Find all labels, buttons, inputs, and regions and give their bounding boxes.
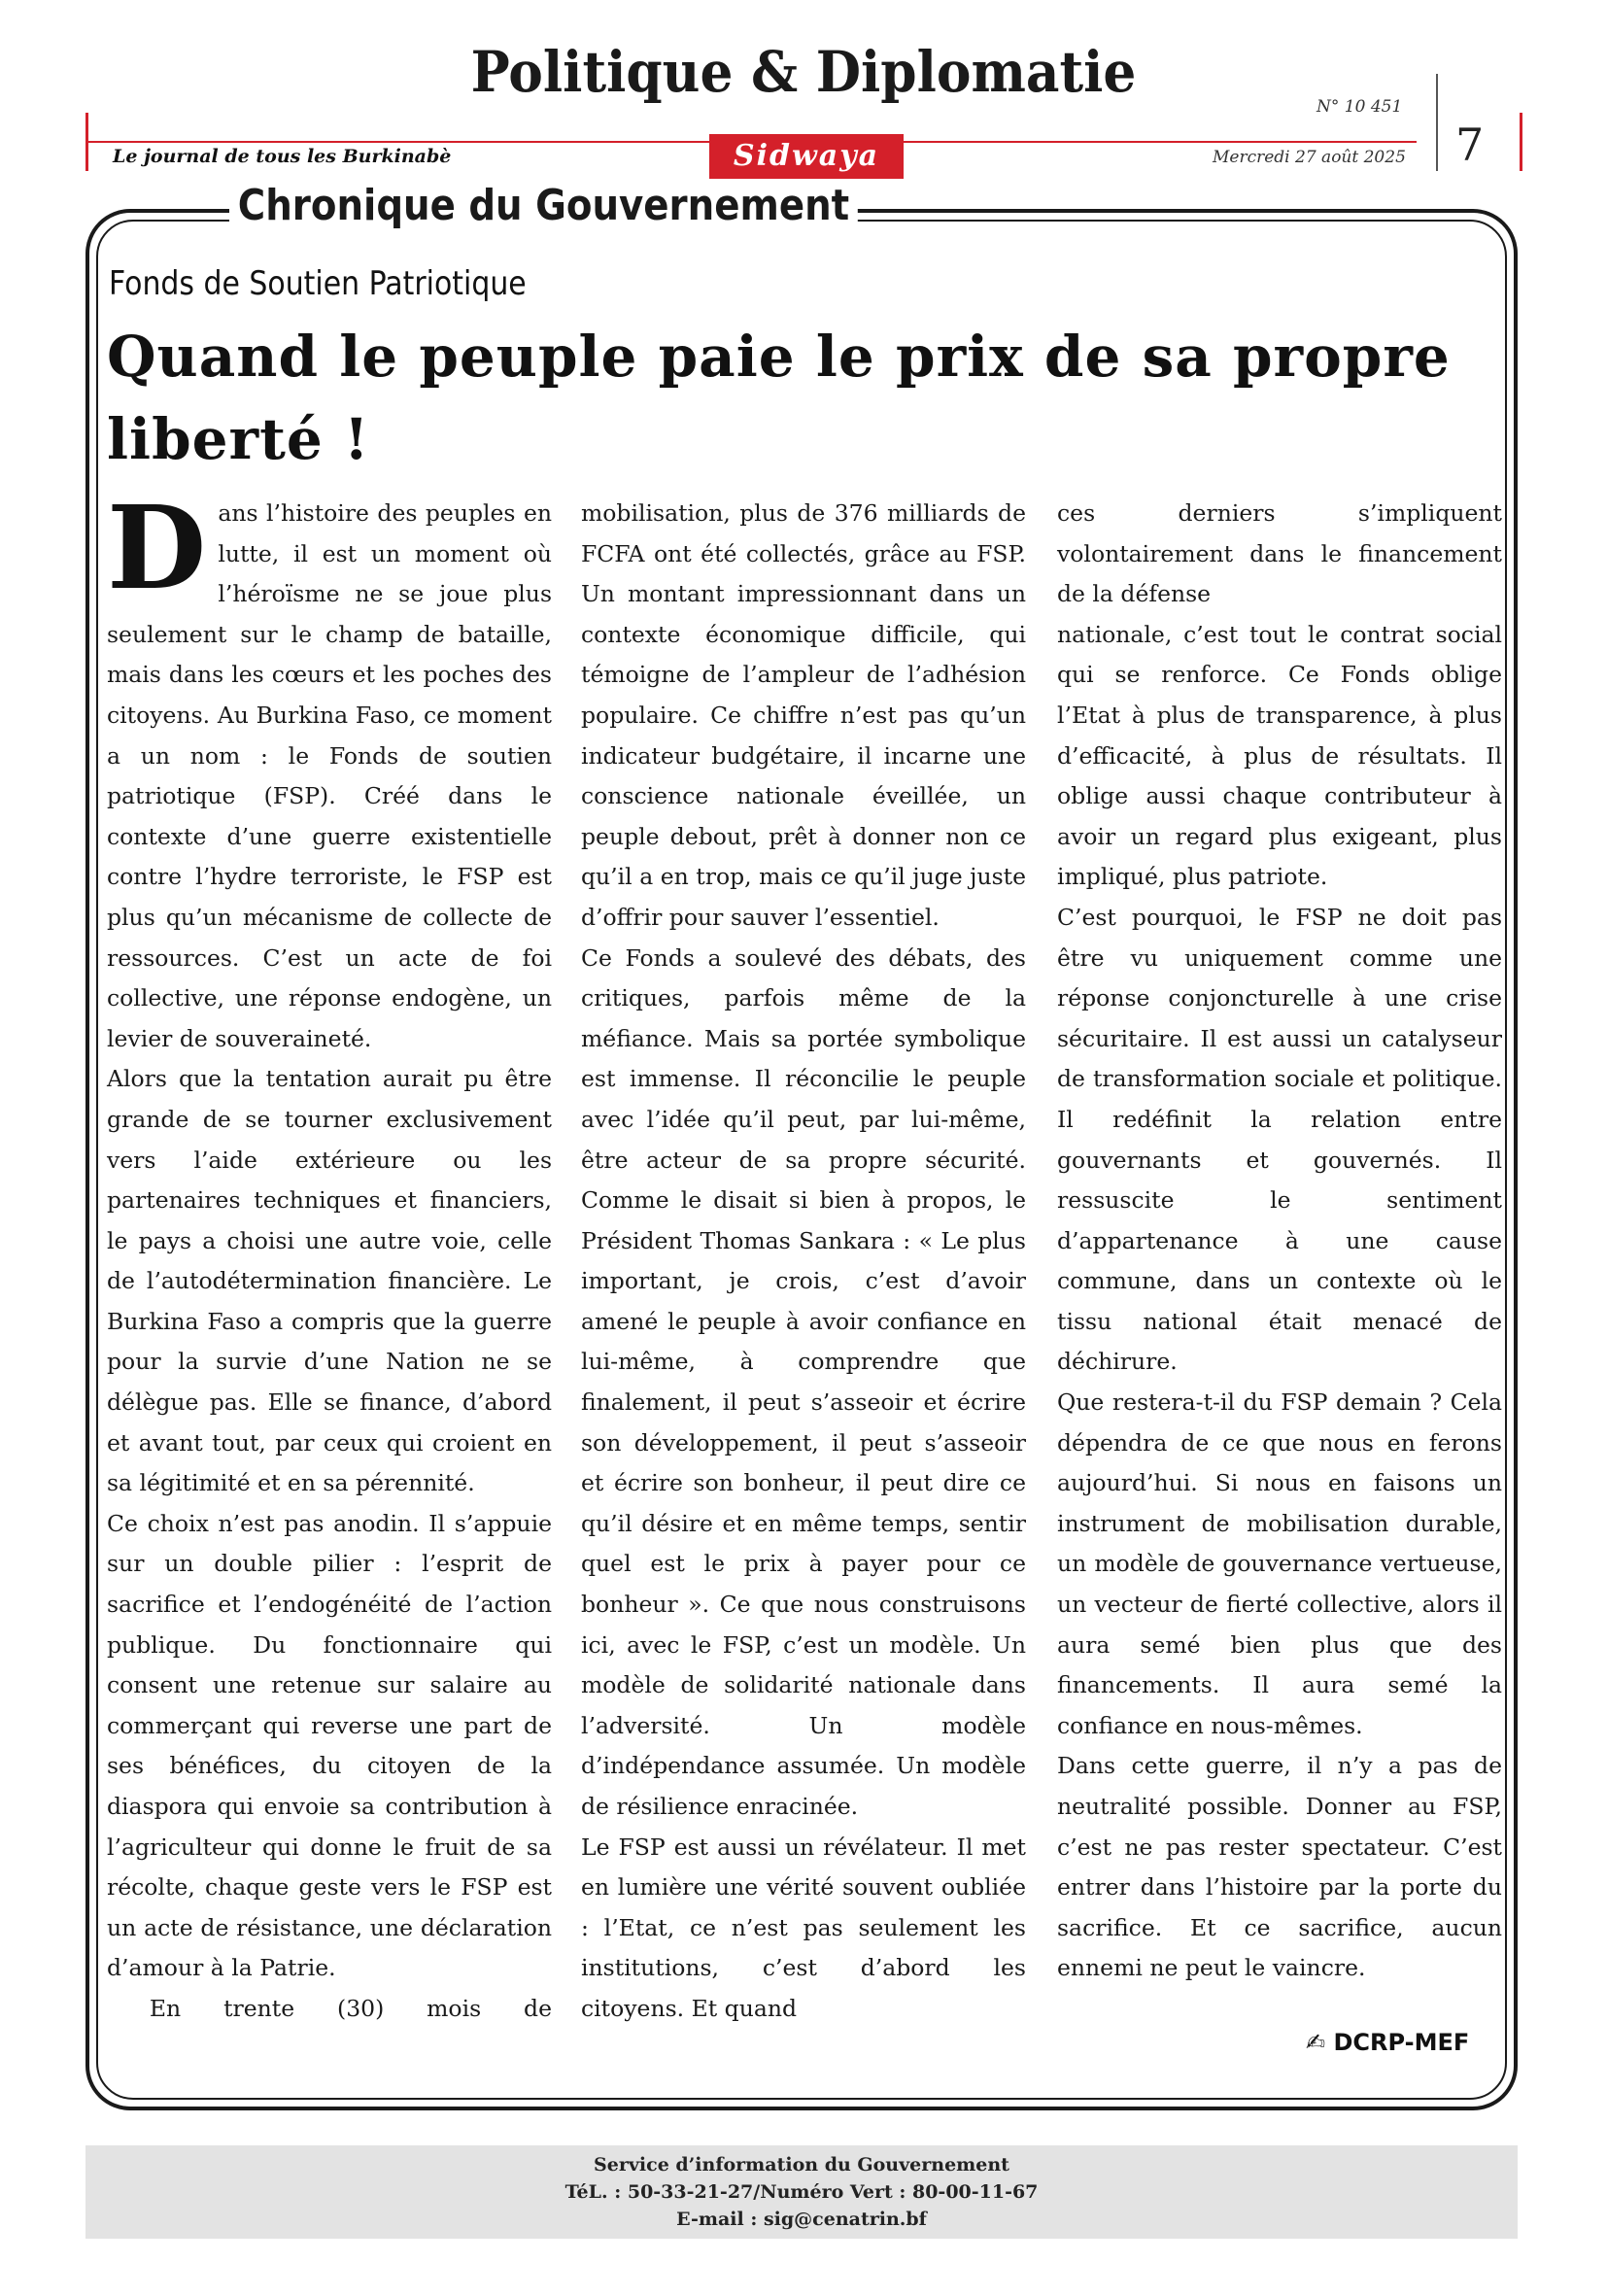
footer-service-name: Service d’information du Gouvernement bbox=[594, 2154, 1009, 2176]
paragraph: En trente (30) mois de bbox=[107, 1994, 552, 2022]
footer-contact-box bbox=[85, 2145, 1518, 2239]
article-headline: Quand le peuple paie le prix de sa propre liberté ! bbox=[107, 324, 1451, 472]
article-kicker: Fonds de Soutien Patriotique bbox=[109, 264, 527, 303]
newspaper-tagline: Le journal de tous les Burkinabè bbox=[113, 146, 452, 167]
article-column-3 bbox=[1057, 494, 1502, 2048]
paragraph: Ce choix n’est pas anodin. Il s’appuie sur un double pilier : l’esprit de sacrifice et l’endogénéité de l’action publique. Du fonctionnaire qui consent une retenue sur salaire au commerçant qui reverse une part de ses bénéfices, du citoyen de la diaspora qui envoie sa contribution à l’agriculteur qui donne le fruit de sa récolte, chaque geste vers le FSP est un acte de résistance, une déclaration d’amour à la Patrie. bbox=[107, 1509, 552, 1982]
footer-phone: TéL. : 50-33-21-27/Numéro Vert : 80-00-11-67 bbox=[564, 2181, 1039, 2203]
paragraph: C’est pourquoi, le FSP ne doit pas être vu uniquement comme une réponse conjoncturelle à une crise sécuritaire. Il est aussi un catalyseur de transformation sociale et politique. Il redéfinit la relation entre gouvernants et gouvernés. Il ressuscite le sentiment d’appartenance à une cause commune, dans un contexte où le tissu national était menacé de déchirure. bbox=[1057, 903, 1502, 1376]
paragraph: Que restera-t-il du FSP demain ? Cela dépendra de ce que nous en ferons aujourd’hui. Si nous en faisons un instrument de mobilisation durable, un modèle de gouvernance vertueuse, un vecteur de fierté collective, alors il aura semé bien plus que des financements. Il aura semé la confiance en nous-mêmes. bbox=[1057, 1388, 1502, 1739]
right-red-rule bbox=[1520, 113, 1522, 171]
article-column-2 bbox=[581, 494, 1026, 2048]
paragraph: ces derniers s’impliquent volontairement dans le financement de la défense bbox=[1057, 499, 1502, 608]
section-masthead-title: Politique & Diplomatie bbox=[470, 39, 1137, 105]
paragraph: Alors que la tentation aurait pu être grande de se tourner exclusivement vers l’aide extérieure ou les partenaires techniques et financiers, le pays a choisi une autre voie, celle de l’autodétermination financière. Le Burkina Faso a compris que la guerre pour la survie d’une Nation ne se délègue pas. Elle se finance, d’abord et avant tout, par ceux qui croient en sa légitimité et en sa pérennité. bbox=[107, 1065, 552, 1497]
paragraph: nationale, c’est tout le contrat social qui se renforce. Ce Fonds oblige l’Etat à plus de transparence, à plus d’efficacité, à plus de résultats. Il oblige aussi chaque contributeur à avoir un regard plus exigeant, plus impliqué, plus patriote. bbox=[1057, 620, 1502, 891]
paragraph: Le FSP est aussi un révélateur. Il met en lumière une vérité souvent oubliée : l’Etat, ce n’est pas seulement les institutions, c’est d’abord les citoyens. Et quand bbox=[581, 1833, 1026, 2022]
paragraph: mobilisation, plus de 376 milliards de FCFA ont été collectés, grâce au FSP. Un montant impressionnant dans un contexte économique difficile, qui témoigne de l’ampleur de l’adhésion populaire. Ce chiffre n’est pas qu’un indicateur budgétaire, il incarne une conscience nationale éveillée, un peuple debout, prêt à donner non ce qu’il a en trop, mais ce qu’il juge juste d’offrir pour sauver l’essentiel. bbox=[581, 499, 1026, 931]
paragraph: Ce Fonds a soulevé des débats, des critiques, parfois même de la méfiance. Mais sa portée symbolique est immense. Il réconcilie le peuple avec l’idée qu’il peut, par lui-même, être acteur de sa propre sécurité. Comme le disait si bien à propos, le Président Thomas Sankara : « Le plus important, je crois, c’est d’avoir amené le peuple à avoir confiance en lui-même, à comprendre que finalement, il peut s’asseoir et écrire son développement, il peut s’asseoir et écrire son bonheur, il peut dire ce qu’il désire et en même temps, sentir quel est le prix à payer pour ce bonheur ». Ce que nous construisons ici, avec le FSP, c’est un modèle. Un modèle de solidarité nationale dans l’adversité. Un modèle d’indépendance assumée. Un modèle de résilience enracinée. bbox=[581, 943, 1026, 1820]
section-title: Chronique du Gouvernement bbox=[229, 181, 858, 230]
paragraph: ans l’histoire des peuples en lutte, il est un moment où l’héroïsme ne se joue plus seulement sur le champ de bataille, mais dans les cœurs et les poches des citoyens. Au Burkina Faso, ce moment a un nom : le Fonds de soutien patriotique (FSP). Créé dans le contexte d’une guerre existentielle contre l’hydre terroriste, le FSP est plus qu’un mécanisme de collecte de ressources. C’est un acte de foi collective, une réponse endogène, un levier de souveraineté. bbox=[107, 499, 552, 1052]
paragraph: Dans cette guerre, il n’y a pas de neutralité possible. Donner au FSP, c’est ne pas rester spectateur. C’est entrer dans l’histoire par la porte du sacrifice. Et ce sacrifice, aucun ennemi ne peut le vaincre. bbox=[1057, 1752, 1502, 1982]
page-divider-rule bbox=[1436, 74, 1438, 171]
issue-date: Mercredi 27 août 2025 bbox=[1213, 148, 1406, 167]
article-signature: ✍ DCRP-MEF bbox=[1306, 2029, 1470, 2056]
footer-email: E-mail : sig@cenatrin.bf bbox=[676, 2209, 927, 2230]
sidwaya-logo: Sidwaya bbox=[709, 134, 904, 179]
page-number: 7 bbox=[1455, 119, 1485, 171]
issue-number: N° 10 451 bbox=[1316, 97, 1403, 117]
drop-cap: D bbox=[107, 480, 207, 615]
article-column-1 bbox=[107, 480, 552, 2048]
